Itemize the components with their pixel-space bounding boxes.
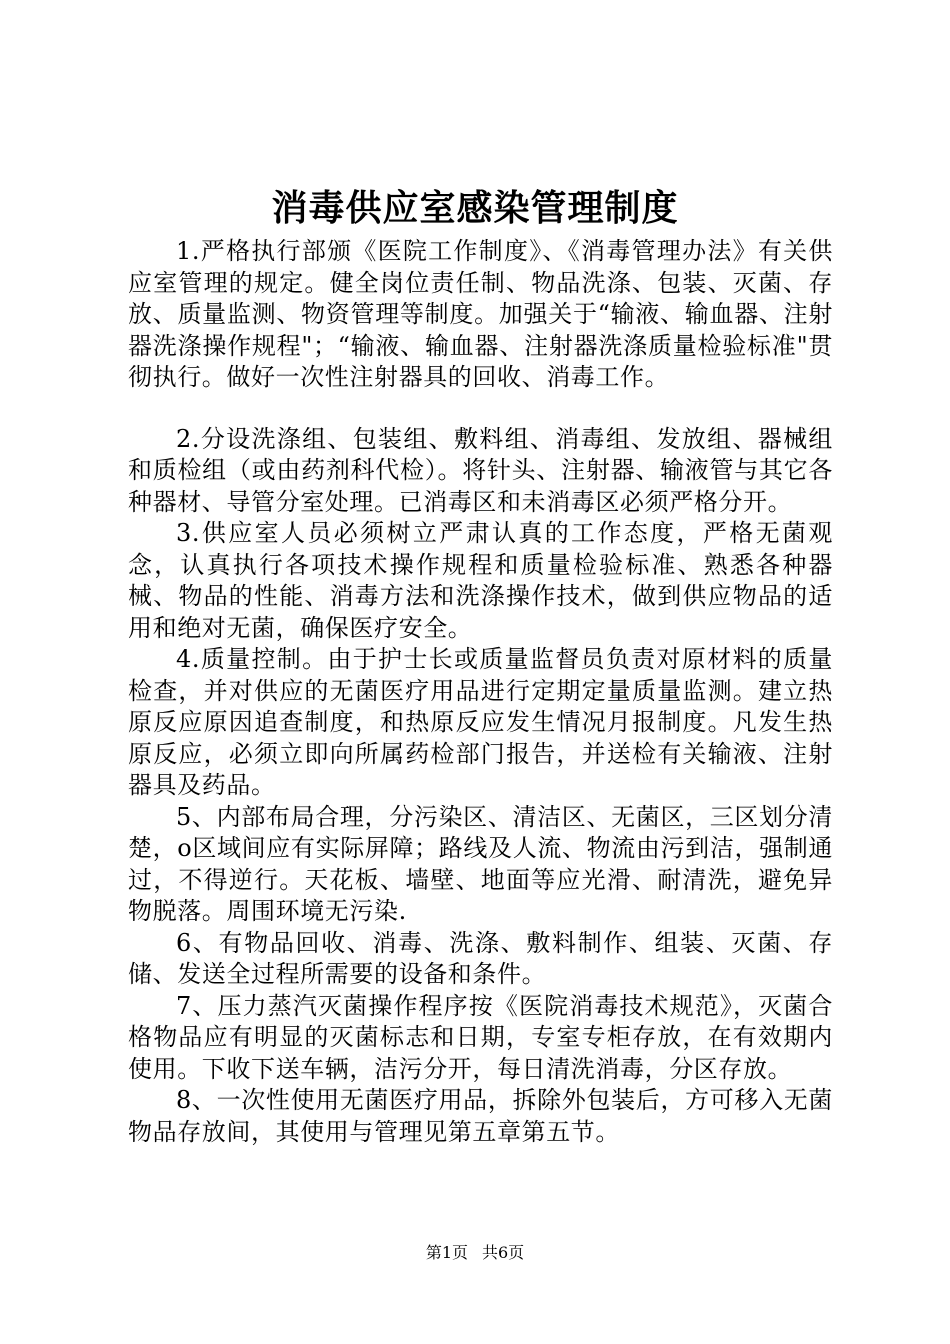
paragraph-1: 1.严格执行部颁《医院工作制度》、《消毒管理办法》有关供应室管理的规定。健全岗位责任制、物品洗涤、包装、灭菌、存放、质量监测、物资管理等制度。加强关于“输液、输血器、注射器洗涤操作规程"；“输液、输血器、注射器洗涤质量检验标准"贯彻执行。做好一次性注射器具的回收、消毒工作。 — [128, 237, 833, 391]
paragraph-2: 2.分设洗涤组、包装组、敷料组、消毒组、发放组、器械组和质检组（或由药剂科代检）。将针头、注射器、输液管与其它各种器材、导管分室处理。已消毒区和未消毒区必须严格分开。 — [128, 424, 833, 516]
paragraph-3: 3.供应室人员必须树立严肃认真的工作态度，严格无菌观念，认真执行各项技术操作规程和质量检验标准、熟悉各种器械、物品的性能、消毒方法和洗涤操作技术，做到供应物品的适用和绝对无菌，确保医疗安全。 — [128, 519, 833, 642]
page-footer — [0, 1242, 950, 1264]
page-number: 第1页 — [425, 1243, 468, 1262]
document-title: 消毒供应室感染管理制度 — [271, 187, 679, 229]
paragraph-6: 6、有物品回收、消毒、洗涤、敷料制作、组装、灭菌、存储、发送全过程所需要的设备和条件。 — [128, 928, 833, 988]
page-total: 共6页 — [482, 1243, 525, 1262]
paragraph-8: 8、一次性使用无菌医疗用品，拆除外包装后，方可移入无菌物品存放间，其使用与管理见第五章第五节。 — [128, 1086, 833, 1146]
document-body — [128, 236, 833, 1148]
paragraph-4: 4.质量控制。由于护士长或质量监督员负责对原材料的质量检查，并对供应的无菌医疗用品进行定期定量质量监测。建立热原反应原因追查制度，和热原反应发生情况月报制度。凡发生热原反应，必须立即向所属药检部门报告，并送检有关输液、注射器具及药品。 — [128, 645, 833, 799]
paragraph-7: 7、压力蒸汽灭菌操作程序按《医院消毒技术规范》，灭菌合格物品应有明显的灭菌标志和日期，专室专柜存放，在有效期内使用。下收下送车辆，洁污分开，每日清洗消毒，分区存放。 — [128, 991, 833, 1083]
paragraph-5: 5、内部布局合理，分污染区、清洁区、无菌区，三区划分清楚，o区域间应有实际屏障；路线及人流、物流由污到洁，强制通过，不得逆行。天花板、墙壁、地面等应光滑、耐清洗，避免异物脱落。周围环境无污染. — [128, 802, 833, 925]
